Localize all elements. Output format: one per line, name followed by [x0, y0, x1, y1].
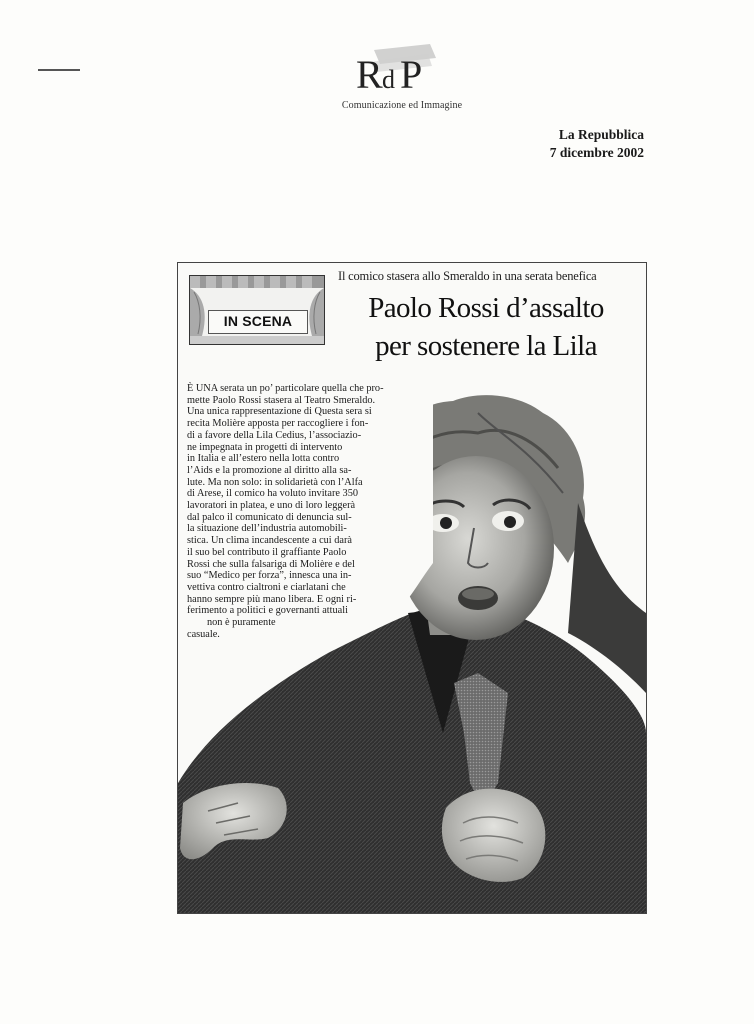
body-line: Rossi che sulla falsariga di Molière e del — [187, 558, 355, 570]
body-line: mette Paolo Rossi stasera al Teatro Smeraldo. — [187, 394, 376, 406]
headline-line: per sostenere la Lila — [375, 330, 597, 362]
headline-line: Paolo Rossi d’assalto — [368, 292, 604, 324]
body-line: lavoratori in platea, e uno di loro leggerà — [187, 500, 356, 512]
svg-text:d: d — [382, 65, 395, 94]
body-line: di a favore della Lila Cedius, l’associazio- — [187, 429, 362, 441]
body-line: casuale. — [187, 628, 220, 640]
article-overline: Il comico stasera allo Smeraldo in una serata benefica — [338, 269, 597, 283]
body-line: il suo bel contributo il graffiante Paolo — [187, 546, 347, 558]
body-line: di Arese, il comico ha voluto invitare 350 — [187, 488, 359, 500]
logo-tagline: Comunicazione ed Immagine — [341, 100, 463, 111]
section-label: IN SCENA — [223, 313, 293, 329]
body-line: hanno sempre più mano libera. E ogni ri- — [187, 593, 357, 605]
body-line: lute. Ma non solo: in solidarietà con l’Alfa — [187, 476, 363, 488]
publication-date: 7 dicembre 2002 — [549, 145, 644, 160]
rdp-logo — [332, 36, 472, 116]
newspaper-clipping — [177, 262, 647, 914]
body-line: ferimento a politici e governanti attuali — [187, 605, 348, 617]
body-line: in Italia e all’estero nella lotta contro — [187, 453, 340, 465]
body-line: non è puramente — [207, 617, 276, 629]
body-line: vettiva contro cialtroni e ciarlatani che — [187, 581, 346, 593]
svg-text:R: R — [356, 52, 380, 97]
rdp-logo-mark — [332, 36, 472, 98]
section-kicker — [189, 275, 325, 345]
body-line: recita Molière apposta per raccogliere i fon- — [187, 418, 369, 430]
article-headline — [330, 289, 642, 365]
body-line: l’Aids e la promozione al diritto alla sa- — [187, 464, 352, 476]
scan-edge-mark — [38, 69, 80, 71]
body-line: dal palco il comunicato di denuncia sul- — [187, 511, 352, 523]
body-line: Una unica rappresentazione di Questa sera si — [187, 406, 372, 418]
body-line: suo “Medico per forza”, innesca una in- — [187, 570, 352, 582]
body-line: ne impegnata in progetti di intervento — [187, 441, 343, 453]
body-line: È UNA serata un po’ particolare quella che pro- — [187, 383, 384, 394]
newspaper-name: La Repubblica — [558, 127, 644, 142]
svg-text:P: P — [400, 52, 423, 97]
source-info — [550, 126, 644, 162]
body-line: la situazione dell’industria automobili- — [187, 523, 347, 535]
article-body — [187, 383, 423, 640]
body-line: stica. Un clima incandescente a cui darà — [187, 535, 352, 547]
